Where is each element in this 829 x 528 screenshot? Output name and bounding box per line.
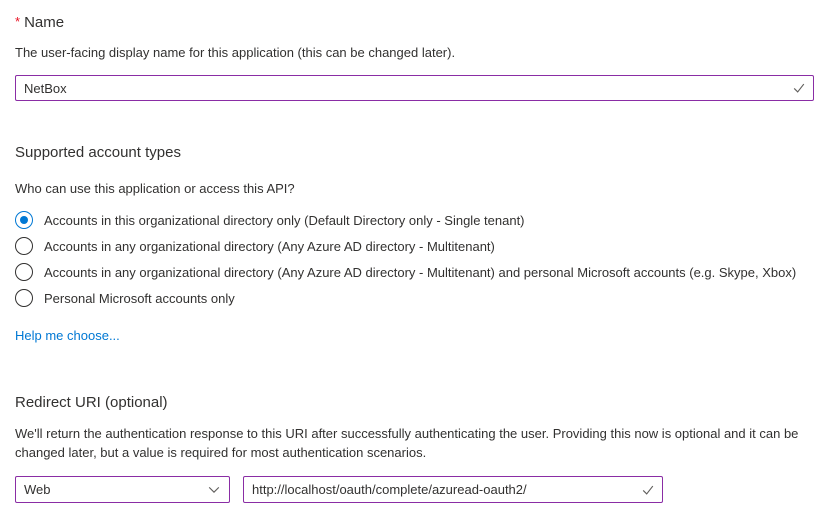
account-type-option-personal-only[interactable] <box>15 285 814 311</box>
account-type-option-multitenant-personal[interactable] <box>15 259 814 285</box>
account-types-heading: Supported account types <box>15 144 181 161</box>
platform-select[interactable] <box>15 476 230 503</box>
name-section-heading <box>15 12 814 33</box>
radio-button[interactable] <box>15 211 33 229</box>
platform-select-value: Web <box>24 482 51 497</box>
redirect-uri-description: We'll return the authentication response to this URI after successfully authenticating the user. Providing this now is optional and it can be changed later, but a value is required for most authentication scenarios. <box>15 426 799 460</box>
redirect-uri-heading: Redirect URI (optional) <box>15 394 168 411</box>
account-type-option-label: Accounts in any organizational directory (Any Azure AD directory - Multitenant) and personal Microsoft accounts (e.g. Skype, Xbox) <box>44 264 797 280</box>
redirect-uri-field <box>243 476 663 503</box>
account-type-option-label: Accounts in this organizational directory only (Default Directory only - Single tenant) <box>44 212 525 228</box>
radio-button[interactable] <box>15 237 33 255</box>
account-types-question: Who can use this application or access this API? <box>15 181 295 196</box>
redirect-uri-input[interactable] <box>243 476 663 503</box>
account-type-radio-group <box>15 207 814 311</box>
required-asterisk: * <box>15 14 21 29</box>
help-me-choose-link[interactable]: Help me choose... <box>15 328 120 343</box>
account-type-option-single-tenant[interactable] <box>15 207 814 233</box>
name-label: Name <box>24 14 65 31</box>
name-field <box>15 75 814 101</box>
account-type-option-label: Personal Microsoft accounts only <box>44 290 235 306</box>
name-input[interactable] <box>15 75 814 101</box>
name-description: The user-facing display name for this application (this can be changed later). <box>15 45 456 60</box>
radio-button[interactable] <box>15 289 33 307</box>
app-registration-form <box>0 12 829 528</box>
redirect-uri-row <box>15 476 814 503</box>
account-type-option-label: Accounts in any organizational directory (Any Azure AD directory - Multitenant) <box>44 238 495 254</box>
chevron-down-icon <box>207 483 221 497</box>
radio-button[interactable] <box>15 263 33 281</box>
account-type-option-multitenant[interactable] <box>15 233 814 259</box>
